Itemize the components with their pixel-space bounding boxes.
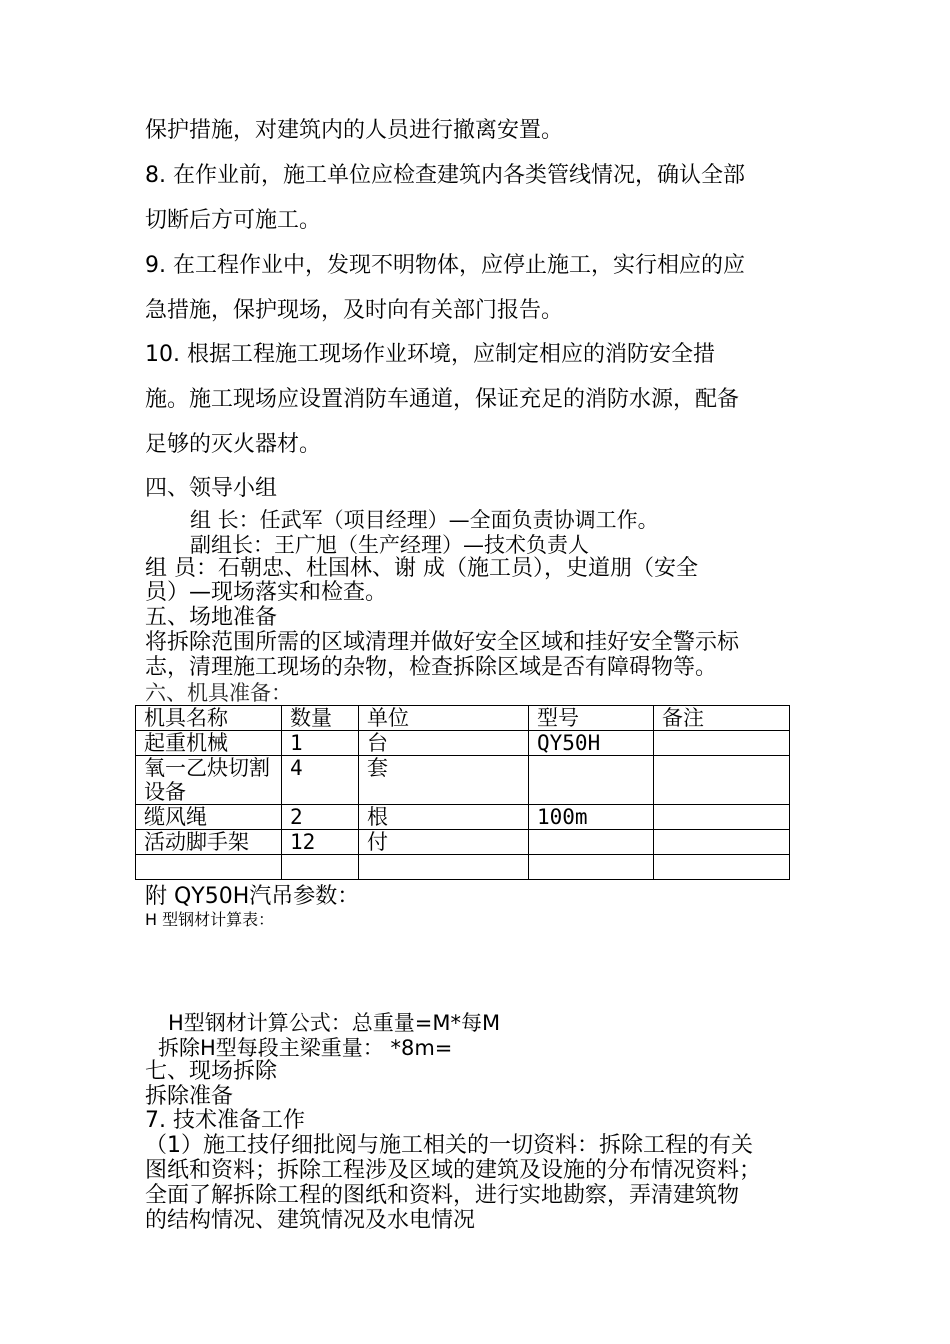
- table-header-cell: 机具名称: [136, 706, 282, 731]
- table-row: [136, 830, 790, 855]
- table-cell: 12: [282, 830, 359, 855]
- table-cell: 1: [282, 731, 359, 756]
- paragraph-line: 保护措施，对建筑内的人员进行撤离安置。: [145, 118, 564, 143]
- section-heading: 七、现场拆除: [145, 1059, 278, 1084]
- section-heading: 六、机具准备：: [145, 681, 292, 705]
- paragraph-line: 施。施工现场应设置消防车通道，保证充足的消防水源，配备: [145, 387, 740, 412]
- table-cell: [359, 855, 529, 880]
- equipment-table: [135, 705, 790, 880]
- table-cell: 台: [359, 731, 529, 756]
- table-cell: 付: [359, 830, 529, 855]
- paragraph-line: 急措施，保护现场，及时向有关部门报告。: [145, 298, 564, 323]
- item-heading: 7. 技术准备工作: [145, 1108, 305, 1133]
- table-cell: 4: [282, 756, 359, 805]
- table-cell: [136, 855, 282, 880]
- formula-line: 拆除H型每段主梁重量： *8m=: [158, 1036, 453, 1060]
- paragraph-line: （1）施工技仔细批阅与施工相关的一切资料：拆除工程的有关: [145, 1133, 753, 1158]
- steel-table-label: H 型钢材计算表：: [145, 910, 275, 929]
- table-cell: [529, 855, 654, 880]
- paragraph-line: 图纸和资料；拆除工程涉及区域的建筑及设施的分布情况资料；: [145, 1158, 762, 1183]
- table-cell: 套: [359, 756, 529, 805]
- crane-params-label: 附 QY50H汽吊参数：: [145, 884, 360, 909]
- table-cell: [654, 855, 790, 880]
- paragraph-line: 全面了解拆除工程的图纸和资料，进行实地勘察，弄清建筑物: [145, 1183, 740, 1208]
- table-cell: 根: [359, 805, 529, 830]
- table-header-cell: 单位: [359, 706, 529, 731]
- paragraph-line: 将拆除范围所需的区域清理并做好安全区域和挂好安全警示标: [145, 630, 740, 655]
- table-cell: [529, 756, 654, 805]
- leader-line: 组 长：任武军（项目经理）—全面负责协调工作。: [190, 508, 659, 532]
- paragraph-line: 10. 根据工程施工现场作业环境，应制定相应的消防安全措: [145, 342, 715, 367]
- paragraph-line: 9. 在工程作业中，发现不明物体，应停止施工，实行相应的应: [145, 253, 745, 278]
- formula-line: H型钢材计算公式：总重量=M*每M: [168, 1011, 501, 1035]
- section-heading: 五、场地准备: [145, 605, 278, 630]
- table-header-row: [136, 706, 790, 731]
- table-cell: [654, 830, 790, 855]
- table-header-cell: 型号: [529, 706, 654, 731]
- table-cell: [282, 855, 359, 880]
- section-heading: 四、领导小组: [145, 476, 278, 501]
- paragraph-line: 切断后方可施工。: [145, 208, 322, 233]
- table-row: [136, 756, 790, 805]
- paragraph-line: 8. 在作业前，施工单位应检查建筑内各类管线情况，确认全部: [145, 163, 745, 188]
- table-cell: 2: [282, 805, 359, 830]
- members-line: 组 员：石朝忠、杜国林、谢 成（施工员），史道朋（安全: [145, 556, 698, 581]
- table-cell: 100m: [529, 805, 654, 830]
- table-header-cell: 数量: [282, 706, 359, 731]
- table-header-cell: 备注: [654, 706, 790, 731]
- table-cell: [654, 731, 790, 756]
- table-cell: QY50H: [529, 731, 654, 756]
- subheading: 拆除准备: [145, 1084, 234, 1109]
- table-cell: [654, 756, 790, 805]
- members-line: 员）—现场落实和检查。: [145, 580, 388, 605]
- table-cell: 氧一乙炔切割设备: [136, 756, 282, 805]
- table-row: [136, 855, 790, 880]
- table-row: [136, 805, 790, 830]
- table-cell: [529, 830, 654, 855]
- paragraph-line: 的结构情况、建筑情况及水电情况: [145, 1208, 476, 1233]
- paragraph-line: 志，清理施工现场的杂物，检查拆除区域是否有障碍物等。: [145, 655, 718, 680]
- deputy-line: 副组长：王广旭（生产经理）—技术负责人: [190, 533, 589, 557]
- table-row: [136, 731, 790, 756]
- paragraph-line: 足够的灭火器材。: [145, 432, 322, 457]
- table-cell: 起重机械: [136, 731, 282, 756]
- table-cell: 缆风绳: [136, 805, 282, 830]
- table-cell: 活动脚手架: [136, 830, 282, 855]
- table-cell: [654, 805, 790, 830]
